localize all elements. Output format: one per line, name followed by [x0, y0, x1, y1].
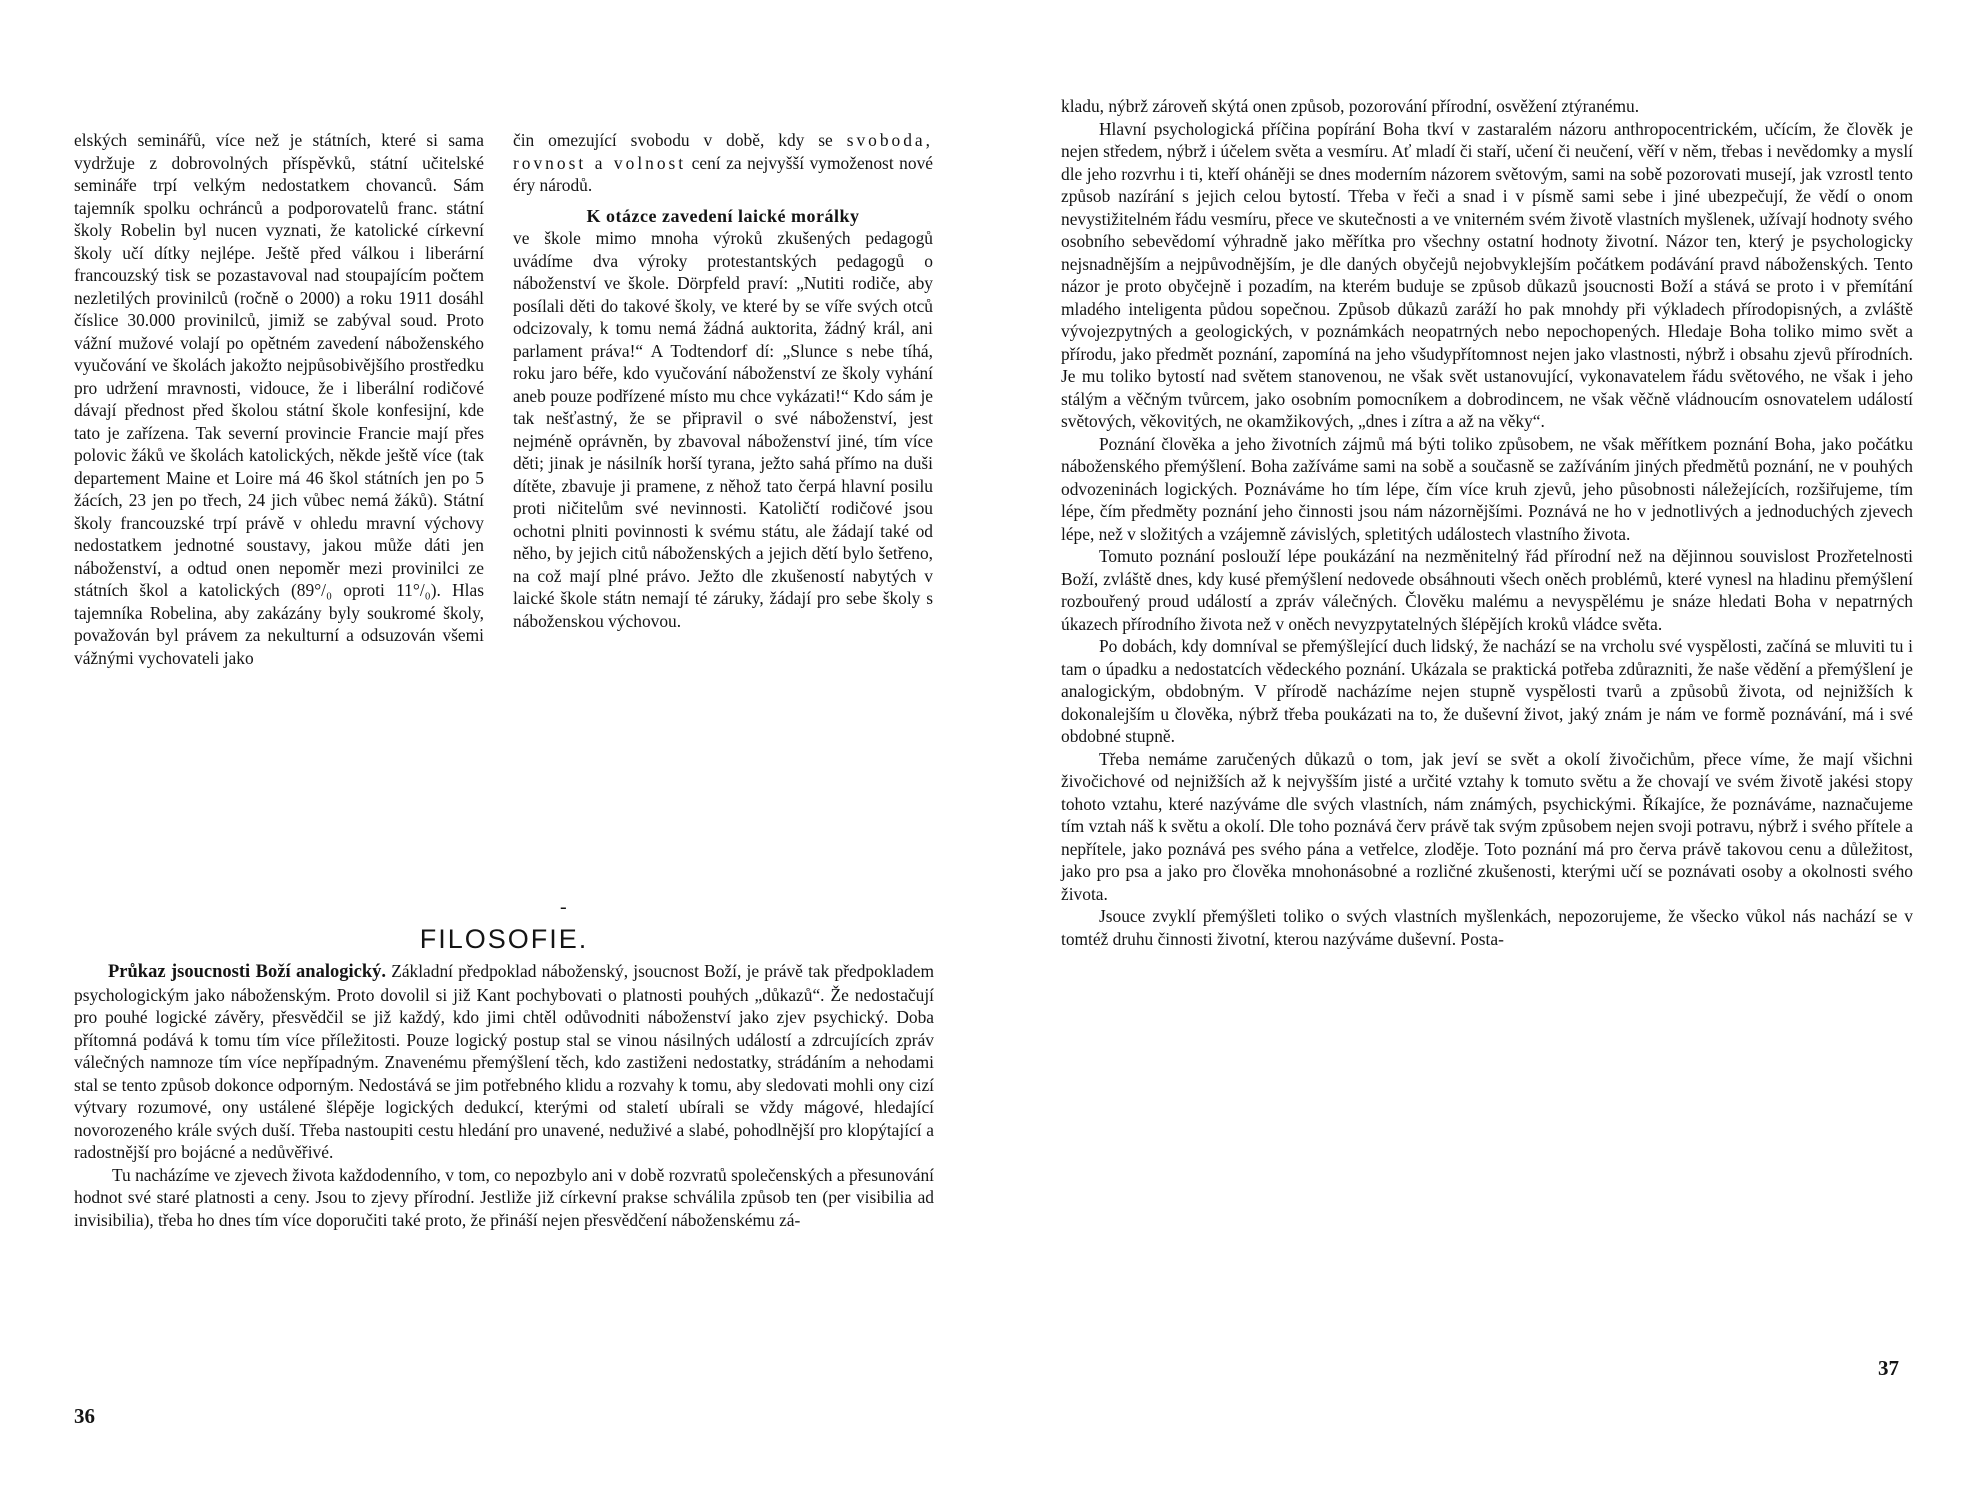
right-paragraph-0: kladu, nýbrž zároveň skýtá onen způsob, pozorování přírodní, osvěžení ztýranému.: [1061, 96, 1640, 116]
article-lead-title: Průkaz jsoucnosti Boží analogický.: [108, 962, 386, 982]
right-paragraph-2: Poznání člověka a jeho životních zájmů má býti toliko způsobem, ne však měřítkem poznání Boha, jako počátku náboženského přemýšlení. Boha zažíváme sami na sobě a současně se zažíváním jiných předmětů poznání, ne v pouhých odvozeninách logických. Poznáváme ho tím lépe, čím více kruh zjevů, jeho působnosti náležejících, rozšiřujeme, tím lépe, čím předměty poznání jeho činnosti jsou nám názornějšími. Poznává ne ho v jednotlivých a jednoduchých zjevech lépe, než v složitých a vzájemně závislých, spletitých událostech vlastního života.: [1061, 433, 1913, 544]
page-number-right: 37: [1878, 1356, 1899, 1380]
philosophy-article: [74, 960, 934, 1231]
intro-start: čin omezující svobodu v době, kdy se: [513, 130, 847, 150]
separator-dash: -: [560, 896, 567, 918]
right-page: [985, 0, 1970, 1500]
left-column-a: [74, 129, 484, 669]
right-paragraph-5: Třeba nemáme zaručených důkazů o tom, jak jeví se svět a okolí živočichům, přece víme, že mají všichni živočichové od nejnižších až k nejvyšším jisté a určité vztahy k tomuto světu a že chovají ve svém životě jakési stopy tohoto vztahu, které nazýváme dle svých vlastních, nám známých, psychickými. Říkajíce, že poznáváme, naznačujeme tím vztah náš k světu a okolí. Dle toho poznává červ právě tak svým způsobem nejen svoji potravu, nýbrž i svého přítele a nepřítele, jako poznává pes svého pána a vetřelce, zloděje. Toto poznání má pro červa právě takovou cenu a důležitost, jako pro psa a jako pro člověka mnohonásobné a rozličné zkušenosti, kterými učí se poznávati osoby a okolnosti svého života.: [1061, 748, 1913, 904]
right-paragraph-1: Hlavní psychologická příčina popírání Boha tkví v zastaralém názoru anthropocentrickém, učícím, že člověk je nejen středem, nýbrž i účelem světa a vesmíru. Ať mladí či staří, učení či neučení, věří v něm, třebas i nevědomky a myslí dle jeho rozvrhu i ti, kteří oháněji se dnes moderním názorem světovým, sami na sobě pozorovati musejí, jak vzrostl tento způsob nazírání s jejich celou bytostí. Třeba v řeči a snad i v písmě sami sebe i jiné ubezpečují, že vědí o onom nevystižitelném řádu vesmíru, přece ve skutečnosti a ve vniterném svém životě vlastních myšlenek, užívají hodnoty svého osobního sebevědomí výhradně jako měřítka pro všechny ostatní hodnoty životní. Názor ten, který je psychologicky nejsnadnějším a nejpůvodnějším, je dle daných obyčejů nejobvyklejším počátkem podávání pravd náboženských. Tento názor je proto obyčejně i pozadím, na kterém buduje se způsob důkazů jsoucnosti Boží a stává se proto i v přemítání mladého inteligenta půdou sopečnou. Způsob důkazů zaráží ho pak mnohdy při výkladech přírodopisných, a zvláště vývojezpytných a geologických, v poznámkách neopatrných nebo nepochopených. Hledaje Boha toliko mimo svět a přírodu, jako předmět poznání, zapomíná na jeho všudypřítomnost nejen jako vlastnosti, nýbrž i obsahu zjevů přírodních. Je mu toliko bytostí nad světem stanovenou, ne však svět ustanovující, vykonavatelem řádu světového, ne však i jeho stálým a věčným tvůrcem, jako osobním pomocníkem a dobrodincem, ne však věčně vládnoucím osnovatelem událostí světových, věkovitých, ne okamžikových, „dnes i zítra a až na věky“.: [1061, 118, 1913, 431]
intro-end: cení za nejvyšší vymoženost nové éry národů.: [513, 152, 933, 195]
left-column-b: [513, 129, 933, 632]
intro-spaced-phrase: svoboda, rovnost a volnost: [513, 130, 933, 173]
right-paragraph-4: Po dobách, kdy domníval se přemýšlející duch lidský, že nachází se na vrcholu své vyspělosti, začíná se mluviti tu i tam o úpadku a nedostatcích vědeckého poznání. Ukázala se praktická potřeba zdůrazniti, že naše vědění a přemýšlení je analogickým, obdobným. V přírodě nacházíme nejen stupně vyspělosti tvarů a způsobů života, od nejnižších k dokonalejším u člověka, nýbrž třeba poukázati na to, že duševní život, jaký znám je nám ve formě poznávání, má i své obdobné stupně.: [1061, 636, 1913, 746]
right-paragraph-6: Jsouce zvyklí přemýšleti toliko o svých vlastních myšlenkách, nepozorujeme, že všecko vůkol nás nachází se v tomtéž druhu činnosti životní, kterou nazýváme duševní. Posta-: [1061, 906, 1913, 949]
philosophy-paragraph-2: Tu nacházíme ve zjevech života každodenního, v tom, co nepozbylo ani v době rozvratů společenských a přesunování hodnot své staré platnosti a ceny. Jsou to zjevy přírodní. Jestliže již církevní prakse schválila způsob ten (per visibilia ad invisibilia), třeba ho dnes tím více doporučiti také proto, že přináší nejen přesvědčení náboženskému zá-: [74, 1164, 934, 1230]
section-title: FILOSOFIE.: [419, 924, 589, 954]
philosophy-paragraph-1: [74, 960, 934, 1164]
right-paragraph-3: Tomuto poznání poslouží lépe poukázání na nezměnitelný řád přírodní než na dějinnou souvislost Prozřetelnosti Boží, zvláště dnes, kdy kusé přemýšlení nedovede obsáhnouti všech oněch problémů, které vynesl na hladinu přemýšlení rozbouřený proud událostí a zpráv válečných. Člověku malému a nevyspělému je snáze hledati Boha v nepatrných úkazech přírodního života než v oněch nevyzpytatelných šlépějích kroků vládce světa.: [1061, 546, 1913, 634]
laic-morality-heading: K otázce zavedení laické morálky: [586, 205, 860, 226]
left-column-a-text: elských seminářů, více než je státních, které si sama vydržuje z dobrovolných příspěvků, státní učitelské semináře trpí velkým nedostatkem chovanců. Sám tajemník spolku ochránců a podporovatelů franc. státní školy Robelin byl nucen vyznati, že katolické církevní školy učí dítky nejlépe. Ještě před válkou i liberární francouzský tisk se pozastavoval nad stoupajícím počtem nezletilých provinilců (ročně o 2000) a roku 1911 dosáhl číslice 30.000 provinilců, jimiž se zabýval soud. Proto vážní mužové volají po opětném zavedení náboženského vyučování ve školách jakožto nejpůsobivějšího prostředku pro udržení mravnosti, vidouce, že i liberální rodičové dávají přednost před školou státní škole konfesijní, kde tato je zařízena. Tak severní provincie Francie mají přes polovic žáků ve školách katolických, někde ještě více (tak departement Maine et Loire má 46 škol státních jen po 5 žácích, 23 jen po třech, 24 jich vůbec nemá žáků). Státní školy francouzské trpí právě v ohledu mravní výchovy nedostatkem jednotné soustavy, jakou může dáti jen náboženství, a odtud onen nepoměr mezi provinilci ze státních škol a katolických (89°/₀ oproti 11°/₀). Hlas tajemníka Robelina, aby zakázány byly soukromé školy, považován byl právem za nekulturní a odsuzován všemi vážnými vychovateli jako: [74, 130, 484, 668]
page-number-left: 36: [74, 1404, 95, 1428]
left-column-b-intro: [513, 129, 933, 197]
article-paragraph-1-text: Základní předpoklad náboženský, jsoucnost Boží, je právě tak předpokladem psychologickým jako náboženským. Proto dovolil si již Kant pochybovati o platnosti pouhých „důkazů“. Že nedostačují pro pouhé logické závěry, přesvědčil se již každý, kdo jimi chtěl odůvodniti náboženství jako zjev psychický. Doba přítomná podává k tomu tím více příležitosti. Pouze logický postup stal se vinou násilných událostí a zdrcujících zpráv válečných namnoze tím více nepřípadným. Znavenému přemýšlení těch, kdo zastiženi nedostatky, strádáním a nehodami stal se tento způsob dokonce odporným. Nedostává se jim potřebného klidu a rozvahy k tomu, aby sledovati mohli ony cizí výtvary rozumové, ony ustálené šlépěje logických dedukcí, kterými od staletí ubírali se vždy mágové, hledající novorozeného krále svých duší. Třeba nastoupiti cestu hledání pro unavené, neduživé a slabé, pohodlnější pro klopýtající a radostnější pro bojácné a nedůvěřivé.: [74, 961, 934, 1162]
laic-morality-text: ve škole mimo mnoha výroků zkušených pedagogů uvádíme dva výroky protestantských pedagogů o náboženství ve škole. Dörpfeld praví: „Nutiti rodiče, aby posílali děti do takové školy, ve které by se víře svých otců odcizovaly, k tomu nemá žádná auktorita, žádný král, ani parlament práva!“ A Todtendorf dí: „Slunce s nebe tíhá, roku jaro béře, kdo vyučování náboženství ze školy vyhání aneb pouze podřízené místo mu chce vykázati!“ Kdo sám je tak nešťastný, že se připravil o své náboženství, jest nejméně oprávněn, by zbavoval náboženství jiné, tím více děti; jinak je násilník horší tyrana, ježto sahá přímo na duši dítěte, zbavuje ji pramene, z něhož tato čerpá hlavní posilu proti ničitelům své nevinnosti. Katoličtí rodičové jsou ochotni plniti povinnosti k svému státu, ale žádají také od něho, by jejich citů náboženských a jejich dětí bylo šetřeno, na což mají plné právo. Ježto dle zkušeností nabytých v laické škole státn nemají té záruky, žádají pro sebe školy s náboženskou výchovou.: [513, 228, 933, 631]
right-page-text: [1061, 95, 1913, 950]
